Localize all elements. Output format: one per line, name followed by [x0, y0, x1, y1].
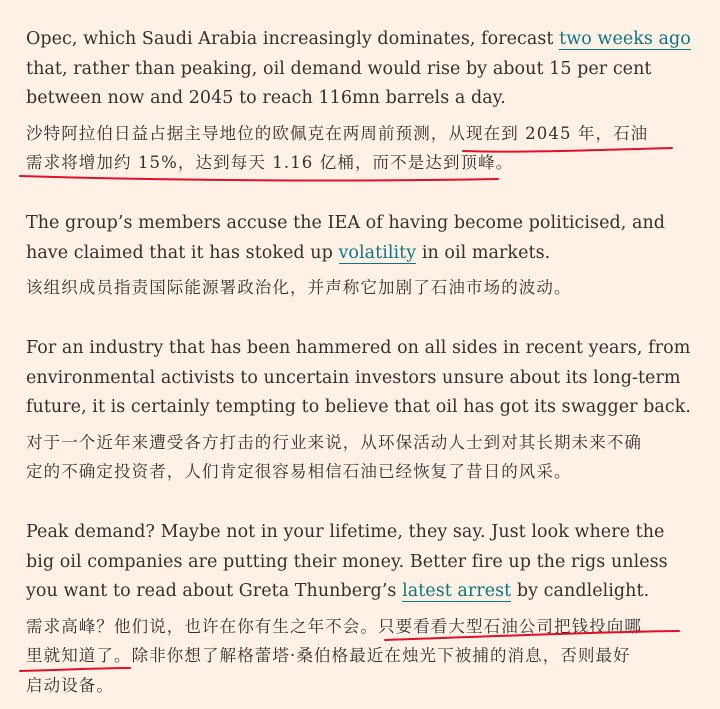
- text-segment: Peak demand? Maybe not in your lifetime, they say. Just look where the big oil companies are putting their money. Better fire up the rigs unless you want to read about Greta Thunberg’s: [26, 522, 668, 601]
- paragraph-3-english: [26, 334, 696, 423]
- chinese-line: 该组织成员指责国际能源署政治化，并声称它加剧了石油市场的波动。: [26, 278, 572, 297]
- volatility-link[interactable]: volatility: [338, 242, 417, 263]
- text-segment: by candlelight.: [511, 581, 650, 601]
- paragraph-2-english: [26, 209, 696, 268]
- chinese-line: 里就知道了。除非你想了解格蕾塔·桑伯格最近在烛光下被捕的消息，否则最好: [26, 646, 631, 665]
- chinese-line: 对于一个近年来遭受各方打击的行业来说，从环保活动人士到对其长期未来不确: [26, 432, 642, 452]
- paragraph-2-chinese: [26, 273, 696, 303]
- chinese-line: 沙特阿拉伯日益占据主导地位的欧佩克在两周前预测，从现在到 2045 年，石油: [26, 123, 649, 143]
- text-segment: Opec, which Saudi Arabia increasingly dominates, forecast: [26, 29, 560, 49]
- paragraph-4-english: [26, 518, 696, 607]
- paragraph-4: [26, 518, 696, 700]
- paragraph-4-chinese: [26, 612, 696, 701]
- two-weeks-ago-link[interactable]: two weeks ago: [559, 29, 691, 49]
- paragraph-1: [26, 25, 696, 178]
- text-segment: in oil markets.: [416, 242, 551, 263]
- chinese-line: 需求将增加约 15%，达到每天 1.16 亿桶，而不是达到顶峰。: [26, 153, 514, 172]
- chinese-line: 启动设备。: [26, 675, 114, 695]
- chinese-line: 需求高峰？他们说，也许在你有生之年不会。只要看看大型石油公司把钱投向哪: [26, 616, 642, 636]
- text-segment: that, rather than peaking, oil demand would rise by about 15 per cent between now and 2045 to reach 116mn barrels a day.: [26, 58, 652, 108]
- paragraph-2: [26, 209, 696, 303]
- paragraph-1-english: [26, 25, 696, 114]
- paragraph-3: [26, 334, 696, 487]
- latest-arrest-link[interactable]: latest arrest: [402, 581, 512, 601]
- text-segment: The group’s members accuse the IEA of having become politicised, and have claimed that it has stoked up: [26, 213, 666, 263]
- paragraph-3-chinese: [26, 428, 696, 487]
- paragraph-1-chinese: [26, 119, 696, 178]
- chinese-line: 定的不确定投资者，人们肯定很容易相信石油已经恢复了昔日的风采。: [26, 462, 572, 481]
- text-segment: For an industry that has been hammered on all sides in recent years, from environmental activists to uncertain investors unsure about its long-term future, it is certainly tempting to believe that oil has got its swagger back.: [26, 338, 691, 417]
